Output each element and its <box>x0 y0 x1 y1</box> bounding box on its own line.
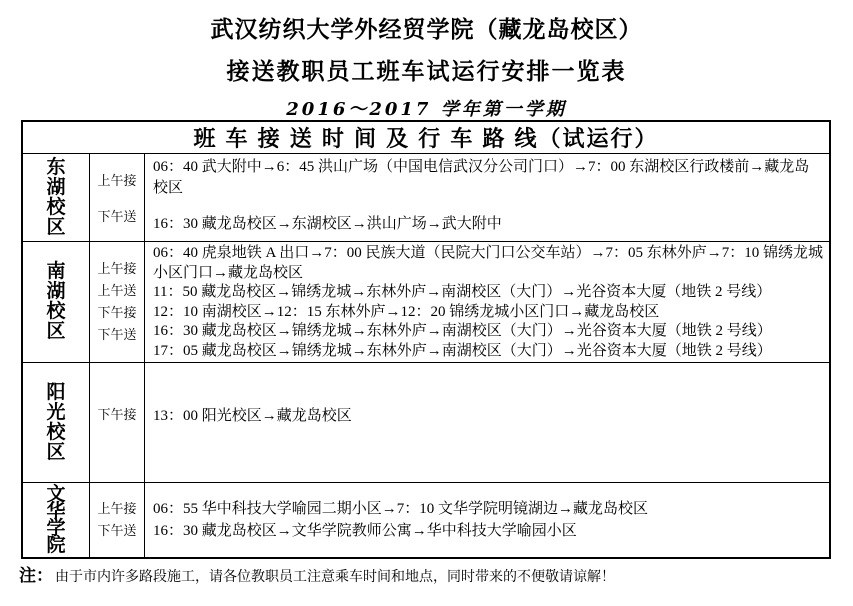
time-labels-cell <box>90 154 145 241</box>
routes-cell <box>145 242 829 362</box>
table-row-donghu <box>23 153 829 241</box>
table-row-wenhua <box>23 482 829 557</box>
route-text: 06：40 武大附中→6：45 洪山广场（中国电信武汉分公司门口）→7：00 东湖校区行政楼前→藏龙岛校区 <box>153 159 810 196</box>
footnote-text: 由于市内许多路段施工，请各位教职员工注意乘车时间和地点，同时带来的不便敬请谅解！ <box>55 568 615 584</box>
campus-cell <box>23 483 90 557</box>
schedule-label: 上午接 <box>97 501 137 516</box>
semester-line: 2016～2017 学年第一学期 <box>286 99 567 120</box>
schedule-label: 下午送 <box>97 327 137 342</box>
table-row-yangguang <box>23 362 829 482</box>
schedule-label: 下午接 <box>97 305 137 320</box>
campus-cell <box>23 363 90 482</box>
routes-cell <box>145 483 829 557</box>
routes-cell <box>145 363 829 482</box>
document-title: 武汉纺织大学外经贸学院（藏龙岛校区） <box>210 16 643 42</box>
schedule-label: 下午送 <box>97 208 137 224</box>
campus-cell <box>23 154 90 241</box>
schedule-label: 上午接 <box>97 173 137 189</box>
time-labels-cell <box>90 363 145 482</box>
route-text: 06：55 华中科技大学喻园二期小区→7：10 文华学院明镜湖边→藏龙岛校区 <box>153 501 649 517</box>
route-text: 11：50 藏龙岛校区→锦绣龙城→东林外庐→南湖校区（大门）→光谷资本大厦（地铁 2 号线） <box>153 284 772 300</box>
route-text: 16：30 藏龙岛校区→文华学院教师公寓→华中科技大学喻园小区 <box>153 523 577 539</box>
time-labels-cell <box>90 483 145 557</box>
campus-name: 文华学院 <box>46 484 66 556</box>
schedule-label: 下午接 <box>97 406 137 422</box>
route-text: 13：00 阳光校区→藏龙岛校区 <box>153 407 352 424</box>
campus-name: 南湖校区 <box>46 261 66 342</box>
route-text: 17：05 藏龙岛校区→锦绣龙城→东林外庐→南湖校区（大门）→光谷资本大厦（地铁 2 号线） <box>153 342 772 359</box>
table-header: 班 车 接 送 时 间 及 行 车 路 线（试运行） <box>193 126 659 151</box>
campus-name: 东湖校区 <box>46 156 66 238</box>
schedule-label: 下午送 <box>97 523 137 538</box>
schedule-label: 上午送 <box>97 283 137 298</box>
bus-schedule-table <box>21 120 831 559</box>
schedule-label: 上午接 <box>97 261 137 276</box>
document-subtitle: 接送教职员工班车试运行安排一览表 <box>226 58 627 84</box>
route-text: 06：40 虎泉地铁 A 出口→7：00 民族大道（民院大门口公交车站）→7：05 东林外庐→7：10 锦绣龙城小区门口→藏龙岛校区 <box>153 245 824 281</box>
route-text: 12：10 南湖校区→12：15 东林外庐→12：20 锦绣龙城小区门口→藏龙岛校区 <box>153 303 660 320</box>
route-text: 16：30 藏龙岛校区→东湖校区→洪山广场→武大附中 <box>153 216 502 232</box>
route-text: 16：30 藏龙岛校区→锦绣龙城→东林外庐→南湖校区（大门）→光谷资本大厦（地铁 2 号线） <box>153 323 772 339</box>
campus-cell <box>23 242 90 362</box>
footnote-prefix: 注： <box>19 566 53 585</box>
routes-cell <box>145 154 829 241</box>
time-labels-cell <box>90 242 145 362</box>
table-row-nanhu <box>23 241 829 362</box>
footnote <box>19 561 615 586</box>
campus-name: 阳光校区 <box>46 381 66 463</box>
